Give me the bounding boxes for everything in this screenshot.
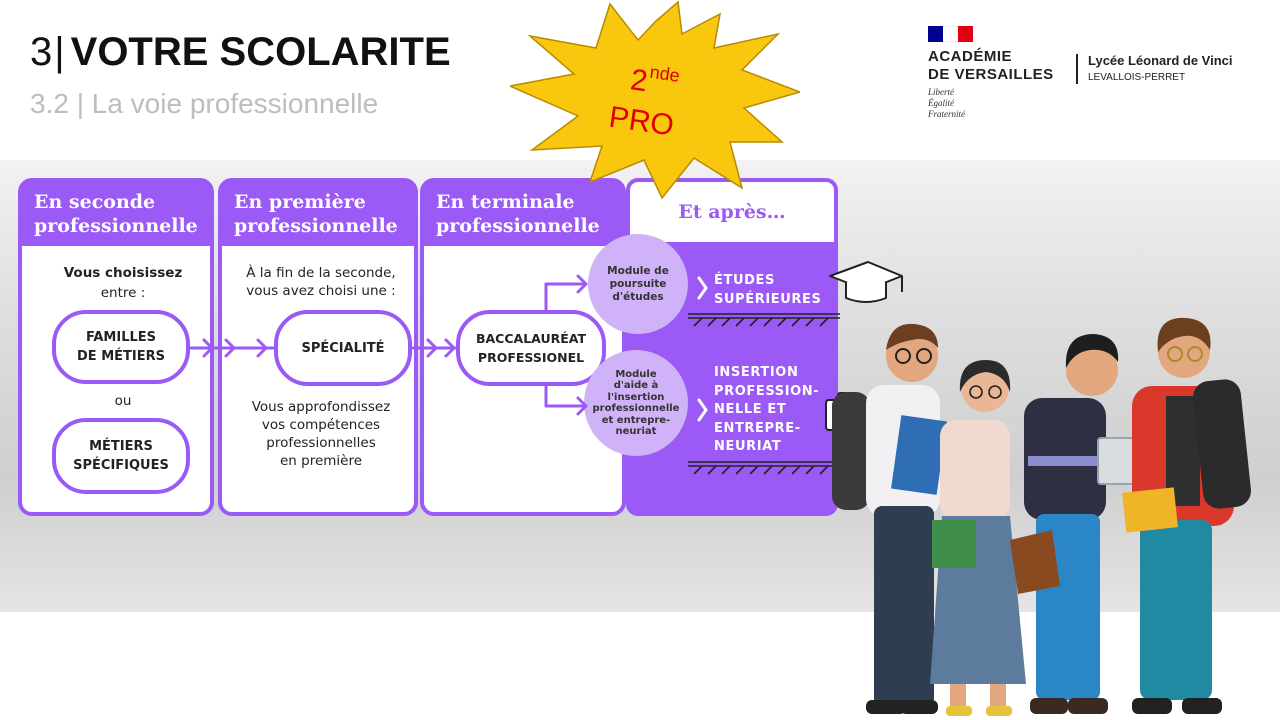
module-line: professionnelle — [592, 403, 680, 414]
intro-line: entre : — [100, 285, 146, 301]
et-apres-title: Et après… — [630, 182, 834, 242]
school-city: LEVALLOIS-PERRET — [1088, 72, 1186, 83]
pill-line: DE MÉTIERS — [77, 349, 165, 364]
outcome-line: NEURIAT — [714, 439, 782, 454]
intro-line: vous avez choisi une : — [246, 283, 396, 299]
school-name: Lycée Léonard de Vinci — [1088, 53, 1233, 68]
intro-line: Vous choisissez — [63, 265, 183, 281]
outcome-line: ÉTUDES — [714, 273, 775, 288]
module-line: Module — [615, 368, 657, 380]
outcome-line: INSERTION — [714, 365, 799, 380]
badge-line1: 2 — [628, 63, 650, 99]
module-line: l'insertion — [607, 391, 665, 403]
academie-line1: ACADÉMIE — [928, 48, 1013, 65]
outcome-line: NELLE ET — [714, 402, 787, 417]
header-line: En seconde — [34, 191, 156, 213]
pill-specialite: SPÉCIALITÉ — [274, 310, 412, 386]
desc-line: en première — [279, 453, 363, 469]
header-line: professionnelle — [436, 215, 600, 237]
pill-line: MÉTIERS — [89, 439, 153, 454]
module-line: Module de — [607, 264, 669, 277]
section-number: 3 — [30, 30, 53, 74]
header-line: En terminale — [436, 191, 575, 213]
pill-line: BACCALAURÉAT — [475, 331, 587, 346]
pill-line: SPÉCIFIQUES — [73, 458, 169, 473]
motto-egalite: Égalité — [928, 98, 954, 108]
badge-line2: PRO — [606, 100, 676, 143]
desc-line: professionnelles — [266, 435, 376, 451]
header-line: En première — [234, 191, 366, 213]
pill-line: PROFESSIONEL — [477, 350, 585, 365]
header-line: professionnelle — [234, 215, 398, 237]
motto-liberte: Liberté — [928, 87, 954, 97]
desc-line: Vous approfondissez — [251, 399, 391, 415]
student-1 — [832, 324, 947, 714]
page-subtitle: 3.2 | La voie professionnelle — [30, 88, 379, 119]
outcome-line: PROFESSION- — [714, 383, 820, 399]
module-line: d'études — [612, 290, 664, 303]
pill-line: FAMILLES — [85, 330, 157, 345]
module-line: neuriat — [615, 426, 657, 437]
header-line: professionnelle — [34, 215, 198, 237]
outcome-line: ENTREPRE- — [714, 420, 801, 436]
motto-fraternite: Fraternité — [928, 109, 965, 119]
module-line: et entrepre- — [601, 414, 671, 426]
title-separator: | — [54, 30, 65, 74]
desc-line: vos compétences — [261, 417, 381, 433]
module-line: d'aide à — [613, 380, 659, 391]
intro-line: À la fin de la seconde, — [246, 265, 396, 281]
section-title: VOTRE SCOLARITE — [70, 30, 451, 74]
module-line: poursuite — [609, 277, 667, 290]
academie-line2: DE VERSAILLES — [928, 66, 1054, 83]
badge-sup: nde — [648, 61, 682, 86]
student-4 — [1122, 318, 1253, 714]
student-2 — [930, 360, 1026, 716]
outcome-line: SUPÉRIEURES — [714, 291, 822, 307]
or-label: ou — [114, 393, 132, 409]
